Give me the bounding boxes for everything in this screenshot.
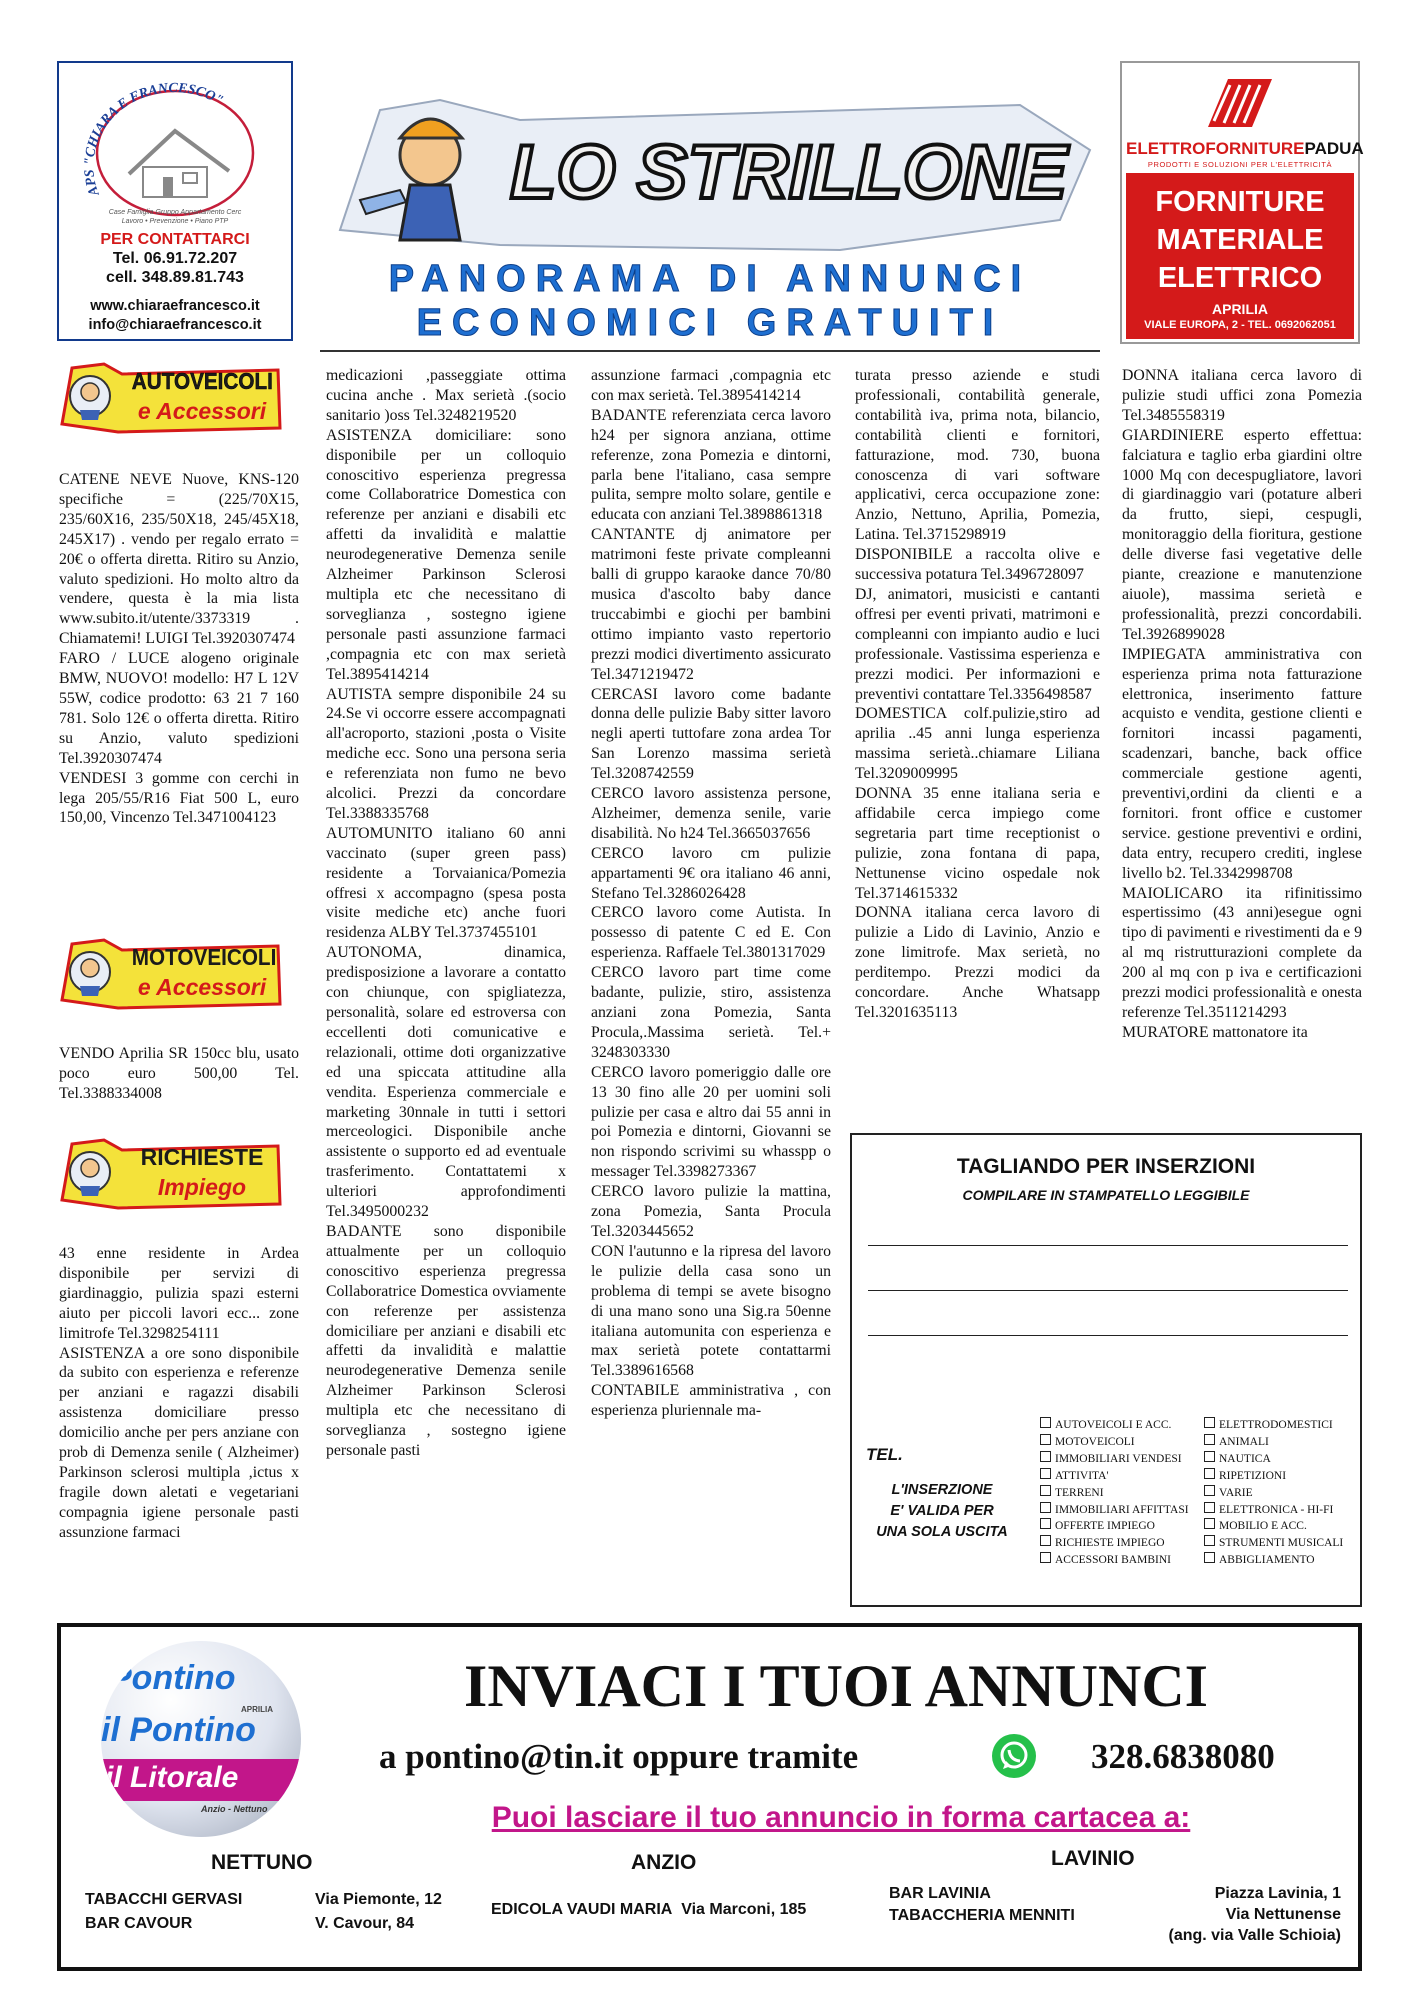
- category-checkbox[interactable]: ELETTRONICA - HI-FI: [1204, 1502, 1360, 1519]
- elettro-brand: [1126, 139, 1364, 159]
- category-checkbox[interactable]: ELETTRODOMESTICI: [1204, 1417, 1360, 1434]
- pontino-text-1: Pontino: [109, 1659, 236, 1697]
- coupon-line-2[interactable]: [868, 1290, 1348, 1291]
- category-checkbox[interactable]: VARIE: [1204, 1485, 1360, 1502]
- anzio-shop: [491, 1901, 806, 1919]
- coupon-subtitle: COMPILARE IN STAMPATELLO LEGGIBILE: [962, 1187, 1250, 1203]
- coupon-notice-3: UNA SOLA USCITA: [876, 1524, 1008, 1540]
- category-checkbox[interactable]: TERRENI: [1040, 1485, 1200, 1502]
- category-checkbox[interactable]: MOBILIO E ACC.: [1204, 1518, 1360, 1535]
- pontino-small: APRILIA: [241, 1705, 273, 1714]
- impiego-title-1: RICHIESTE: [140, 1144, 264, 1170]
- anzio-shop-name: EDICOLA VAUDI MARIA: [491, 1901, 673, 1918]
- moto-title-2: e Accessori: [137, 974, 267, 1000]
- lavinio-addr-1: Piazza Lavinia, 1: [1214, 1885, 1341, 1902]
- footer-headline: INVIACI I TUOI ANNUNCI: [463, 1653, 1209, 1719]
- elettro-city: APRILIA: [1212, 301, 1268, 317]
- elettro-red-panel: [1126, 173, 1354, 339]
- pontino-sub: Anzio - Nettuno: [201, 1804, 268, 1814]
- nettuno-addr-1: Via Piemonte, 12: [315, 1891, 442, 1908]
- footer-box: [57, 1623, 1362, 1971]
- category-checkbox[interactable]: MOTOVEICOLI: [1040, 1434, 1200, 1451]
- coupon-categories-left: [1040, 1417, 1200, 1569]
- footer-paper-line: Puoi lasciare il tuo annuncio in forma cartacea a:: [491, 1801, 1191, 1834]
- pontino-text-2: il Pontino: [101, 1711, 256, 1749]
- category-checkbox[interactable]: STRUMENTI MUSICALI: [1204, 1535, 1360, 1552]
- coupon-line-3[interactable]: [868, 1335, 1348, 1336]
- coupon-categories-right: [1204, 1417, 1360, 1569]
- chiara-contact-heading: PER CONTATTARCI: [100, 231, 250, 248]
- strillone-title: LO STRILLONE: [510, 130, 1068, 215]
- ads-impiego-text: 43 enne residente in Ardea disponibile per servizi di giardinaggio, pulizia spazi esterni aiuto per piccoli lavori ecc... zone limitrofe Tel.3298254111 ASISTENZA a ore sono disponibile da subito con esperienza e referenze per anziani e ragazzi disabili assistenza domiciliare presso domicilio anche per pers anziane con prob di Demenza senile ( Alzheimer) Parkinson sclerosi multipla ,ictus x fragile down aletati e vegetariani compagnia igiene personale pasti assunzione farmaci: [59, 1245, 299, 1541]
- masthead: [320, 80, 1100, 344]
- moto-title-1: MOTOVEICOLI: [131, 944, 277, 970]
- lavinio-address: [1111, 1883, 1341, 1946]
- category-checkbox[interactable]: ATTIVITA': [1040, 1468, 1200, 1485]
- whatsapp-icon[interactable]: [991, 1733, 1037, 1779]
- ads-column-5: [1122, 366, 1362, 1043]
- pontino-ball-logo: [101, 1641, 301, 1837]
- ads-column-2-text: medicazioni ,passeggiate ottima cucina anche . Max serietà .(socio sanitario )oss Tel.3248219520 ASISTENZA domiciliare: sono disponibile per un colloquio conoscitivo esperienza pregressa come Collaboratrice Domestica con referenze per anziani e disabili etc affetti da invalidità e malattie neurodegenerative Demenza senile Alzheimer Parkinson Sclerosi multipla etc che necessitano di sorveglianza , sostegno igiene personale pasti assunzione farmaci ,compagnia etc con max serietà Tel.3895414214 AUTISTA sempre disponibile 24 su 24.Se vi occorre essere accompagnati all'acroporto, stazioni ,posta o Visite mediche ecc. Sono una persona seria e referenziata non fumo ne bevo alcolici. Prezzi da concordare Tel.3388335768 AUTOMUNITO italiano 60 anni vaccinato (super green pass) residente a Torvaianica/Pomezia offresi x accompagno (spesa posta visite mediche etc) anche fuori residenza ALBY Tel.3737455101 AUTONOMA, dinamica, predisposizione a lavorare a contatto con chiunque, con spigliatezza, personalità, solare ed estroversa con eccellenti doti comunicative e relazionali, ottime doti organizzative ed una spiccata attitudine alla vendita. Esperienza commerciale e marketing 30nnale in tutti i settori merceologici. Disponibile anche assistente o supporto ed ad eventuale trasferimento. Contattatemi x ulteriori approfondimenti Tel.3495000232 BADANTE sono disponibile attualmente per un colloquio conoscitivo esperienza pregressa Collaboratrice Domestica ovviamente con referenze per assistenza domiciliare per anziani e disabili etc affetti da invalidità e malattie neurodegenerative Demenza senile Alzheimer Parkinson Sclerosi multipla etc che necessitano di sorveglianza , sostegno igiene personale pasti: [326, 367, 566, 1459]
- ads-moto: [59, 1044, 299, 1104]
- coupon-tel-label: TEL.: [866, 1445, 903, 1464]
- elettro-subtitle: PRODOTTI E SOLUZIONI PER L'ELETTRICITÀ: [1147, 160, 1333, 169]
- auto-title-1: AUTOVEICOLI: [131, 368, 273, 394]
- chiara-house-text: Case Famiglia Gruppo Appartamento Cerc Lavoro • Prevenzione • Piano PTP: [108, 209, 242, 225]
- ads-column-2: [326, 366, 566, 1461]
- category-checkbox[interactable]: ANIMALI: [1204, 1434, 1360, 1451]
- section-auto-banner: [58, 362, 284, 434]
- chiara-email-link[interactable]: info@chiaraefrancesco.it: [88, 317, 262, 333]
- lavinio-shop-2: TABACCHERIA MENNITI: [889, 1907, 1075, 1924]
- category-checkbox[interactable]: IMMOBILIARI AFFITTASI: [1040, 1502, 1200, 1519]
- lavinio-addr-2: Via Nettunense: [1225, 1906, 1341, 1923]
- category-checkbox[interactable]: NAUTICA: [1204, 1451, 1360, 1468]
- ads-auto-text: CATENE NEVE Nuove, KNS-120 specifiche = (225/70X15, 235/60X16, 235/50X18, 245/45X18, 245X17) . vendo per regalo errato = 20€ o offerta diretta. Ritiro su Anzio, valuto spedizioni. Ho molto altro da vendere, questa è la mia lista www.subito.it/utente/3373319 . Chiamatemi! LUIGI Tel.3920307474 FARO / LUCE alogeno originale BMW, NUOVO! modello: H7 L 12V 55W, codice prodotto: 63 21 7 160 781. Solo 12€ o offerta diretta. Ritiro su Anzio, valuto spedizioni Tel.3920307474 VENDESI 3 gomme con cerchi in lega 205/55/R16 Fiat 500 L, euro 150,00, Vincenzo Tel.3471004123: [59, 471, 299, 827]
- anzio-addr: Via Marconi, 185: [681, 1901, 807, 1918]
- ads-auto: [59, 470, 299, 828]
- section-moto-banner: [58, 938, 284, 1010]
- ads-column-5-text: DONNA italiana cerca lavoro di pulizie studi uffici zona Pomezia Tel.3485558319 GIARDINIERE esperto effettua: falciatura e taglio erba giardini oltre 1000 Mq con decespugliatore, lavori di giardinaggio vari (potature alberi da frutto, siepi, cespugli, monitoraggio della fioritura, gestione delle diverse fasi vegetative delle piante, creazione e manutenzione aiuole), massima serietà e professionalità, prezzi concordabili. Tel.3926899028 IMPIEGATA amministrativa con esperienza prima nota fatturazione elettronica, inserimento fatture acquisto e vendita, gestione clienti e fornitori incassi pagamenti, scadenzari, banche, back office commerciale gestione agenti, preventivi,ordini da clienti e a fornitori. front office e customer service. gestione preventivi e ordini, data entry, recupero crediti, inglese livello b2. Tel.3342998708 MAIOLICARO ita rifinitissimo espertissimo (43 anni)esegue ogni tipo di pavimenti e rivestimenti da e 9 al mq ristrutturazioni complete da 200 al mq con p iva e certificazioni prezzi modici professionalità e onesta referenze Tel.3511214293 MURATORE mattonatore ita: [1122, 367, 1362, 1041]
- elettro-brand-b: PADUA: [1304, 139, 1364, 158]
- elettro-address: VIALE EUROPA, 2 - TEL. 0692062051: [1144, 319, 1336, 331]
- header-rule: [320, 350, 1100, 352]
- category-checkbox[interactable]: AUTOVEICOLI E ACC.: [1040, 1417, 1200, 1434]
- category-checkbox[interactable]: RIPETIZIONI: [1204, 1468, 1360, 1485]
- impiego-title-2: Impiego: [157, 1174, 247, 1200]
- auto-title-2: e Accessori: [137, 398, 267, 424]
- nettuno-addr-2: V. Cavour, 84: [315, 1915, 415, 1932]
- ads-column-4: [855, 366, 1100, 1023]
- coupon-line-1[interactable]: [868, 1245, 1348, 1246]
- coupon-notice-2: E' VALIDA PER: [890, 1503, 994, 1519]
- chiara-web-link[interactable]: www.chiaraefrancesco.it: [90, 298, 260, 314]
- tagline-1: PANORAMA DI ANNUNCI: [388, 258, 1032, 300]
- nettuno-shop-1: TABACCHI GERVASI: [85, 1891, 243, 1908]
- elettroforniture-logo-icon: [1200, 71, 1280, 135]
- chiara-cell: cell. 348.89.81.743: [106, 269, 244, 286]
- category-checkbox[interactable]: RICHIESTE IMPIEGO: [1040, 1535, 1200, 1552]
- coupon-notice-1: L'INSERZIONE: [891, 1482, 993, 1498]
- category-checkbox[interactable]: OFFERTE IMPIEGO: [1040, 1518, 1200, 1535]
- chiara-arc-text: APS "CHIARA E FRANCESCO": [82, 80, 226, 198]
- lo-strillone-logo: [320, 80, 1100, 260]
- lavinio-city: LAVINIO: [1051, 1847, 1135, 1870]
- category-checkbox[interactable]: IMMOBILIARI VENDESI: [1040, 1451, 1200, 1468]
- ads-moto-text: VENDO Aprilia SR 150cc blu, usato poco euro 500,00 Tel. Tel.3388334008: [59, 1045, 299, 1102]
- tagline-2: ECONOMICI GRATUITI: [416, 302, 1004, 344]
- anzio-city: ANZIO: [631, 1851, 697, 1874]
- elettro-brand-a: ELETTROFORNITURE: [1126, 139, 1305, 158]
- chiara-francesco-ad: [57, 61, 293, 341]
- section-impiego-banner: [58, 1138, 284, 1210]
- nettuno-city: NETTUNO: [211, 1851, 313, 1874]
- lavinio-addr-3: (ang. via Valle Schioia): [1168, 1927, 1341, 1944]
- nettuno-shop-2: BAR CAVOUR: [85, 1915, 193, 1932]
- chiara-tel: Tel. 06.91.72.207: [112, 250, 238, 267]
- pontino-text-3: il Litorale: [105, 1761, 239, 1794]
- pontino-band: [101, 1759, 301, 1801]
- coupon-notice: [862, 1480, 1022, 1543]
- ads-column-3-text: assunzione farmaci ,compagnia etc con max serietà. Tel.3895414214 BADANTE referenziata cerca lavoro h24 per signora anziana, ottime referenze, zona Pomezia e dintorni, parla bene l'italiano, casa sempre pulita, sempre molto solare, gentile e educata con anziani Tel.3898861318 CANTANTE dj animatore per matrimoni feste private compleanni balli di gruppo karaoke dance 70/80 musica d'ascolto baby dance truccabimbi e giochi per bambini ottimo impianto vasto repertorio prezzi modici divertimento assicurato Tel.3471219472 CERCASI lavoro come badante donna delle pulizie Baby sitter lavoro negli aperti tuttofare zona ardea Tor San Lorenzo massima serietà Tel.3208742559 CERCO lavoro assistenza persone, Alzheimer, demenza senile, varie disabilità. No h24 Tel.3665037656 CERCO lavoro cm pulizie appartamenti 9€ ora italiano 46 anni, Stefano Tel.3286026428 CERCO lavoro come Autista. In possesso di patente C ed E. Con esperienza. Raffaele Tel.3801317029 CERCO lavoro part time come badante, pulizie, stiro, assistenza anziani zona Pomezia, Santa Procula,.Massima serietà. Tel.+ 3248303330 CERCO lavoro pomeriggio dalle ore 13 30 fino alle 20 per uomini soli pulizie per casa e altro dai 55 anni in poi Pomezia e dintorni, Giovanni se non rispondo scrivimi su whasspp o messager Tel.3398273367 CERCO lavoro pulizie la mattina, zona Pomezia, Santa Procula Tel.3203445652 CON l'autunno e la ripresa del lavoro le pulizie della casa sono un problema di tempi se avete bisogno di una mano sono una Sig.ra 50enne italiana automunita con esperienza e max serietà potete contattarmi Tel.3389616568 CONTABILE amministrativa , con esperienza pluriennale ma-: [591, 367, 831, 1420]
- coupon-title: TAGLIANDO PER INSERZIONI: [956, 1155, 1256, 1178]
- coupon-form: [850, 1133, 1362, 1607]
- lavinio-shop-1: BAR LAVINIA: [889, 1885, 991, 1902]
- footer-phone[interactable]: 328.6838080: [1091, 1737, 1275, 1776]
- chiara-francesco-logo: [59, 69, 291, 219]
- elettro-line2: MATERIALE: [1156, 224, 1324, 256]
- ads-column-4-text: turata presso aziende e studi professionali, contabilità generale, contabilità iva, prima nota, bilancio, contabilità clienti e fornitori, fatturazione, mod. 730, buona conoscenza di vari software applicativi, cerca occupazione zone: Anzio, Nettuno, Aprilia, Pomezia, Latina. Tel.3715298919 DISPONIBILE a raccolta olive e successiva potatura Tel.3496728097 DJ, animatori, musicisti e cantanti offresi per eventi privati, matrimoni e compleanni con impianto audio e luci professionale. Vastissima esperienza e prezzi modici. Per informazioni e preventivi contattare Tel.3356498587 DOMESTICA colf.pulizie,stiro ad aprilia ..45 anni lunga esperienza massima serietà..chiamare Liliana Tel.3209009995 DONNA 35 enne italiana seria e affidabile cerca impiego come segretaria part time receptionist o pulizie, zona fontana di papa, Nettunense vicino ospedale nok Tel.3714615332 DONNA italiana cerca lavoro di pulizie a Lido di Lavinio, Anzio e zone limitrofe. Max serietà, no perditempo. Prezzi modici da concordare. Anche Whatsapp Tel.3201635113: [855, 367, 1100, 1021]
- category-checkbox[interactable]: ACCESSORI BAMBINI: [1040, 1552, 1200, 1569]
- svg-text:APS "CHIARA E FRANCESCO": [82, 81, 225, 199]
- elettroforniture-ad: [1120, 61, 1364, 344]
- ads-column-3: [591, 366, 831, 1421]
- category-checkbox[interactable]: ABBIGLIAMENTO: [1204, 1552, 1360, 1569]
- elettro-line1: FORNITURE: [1155, 186, 1325, 218]
- footer-email-line[interactable]: a pontino@tin.it oppure tramite: [379, 1737, 859, 1776]
- ads-impiego: [59, 1244, 299, 1543]
- elettro-line3: ELETTRICO: [1157, 262, 1323, 294]
